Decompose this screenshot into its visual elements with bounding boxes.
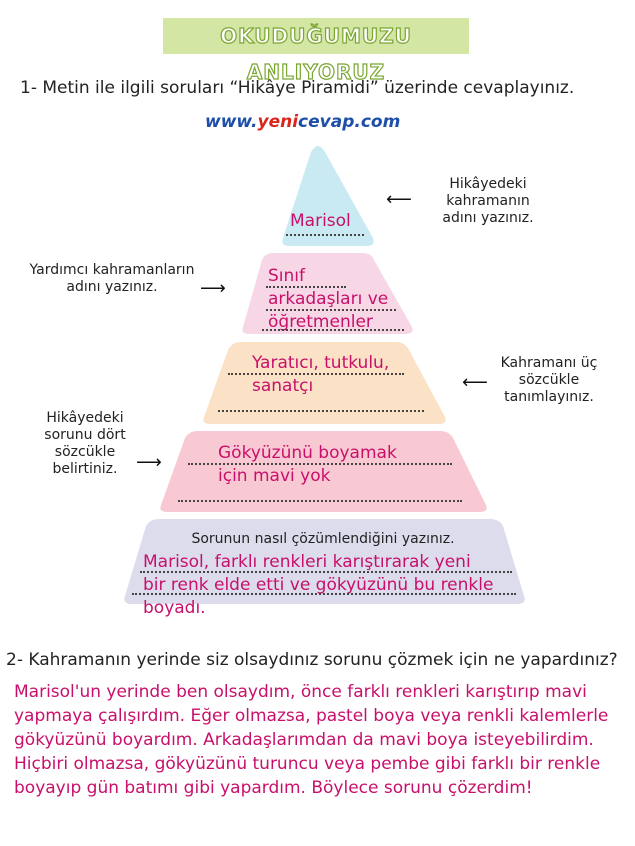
tier5-answer-line2: bir renk elde etti ve gökyüzünü bu renkle — [143, 575, 494, 595]
question-2-answer: Marisol'un yerinde ben olsaydım, önce farklı renkleri karıştırıp mavi yapmaya çalışırdım. Eğer olmazsa, pastel boya veya renkli kalemlerle gökyüzünü boyardım. Arkadaşlarımdan da mavi boya isteyebilirdim. Hiçbiri olmazsa, gökyüzünü turuncu veya pembe gibi farklı bir renkle boyayıp gün batımı gibi yapardım. Böylece sorunu çözerdim! — [14, 682, 609, 798]
tier4-answer-line2: için mavi yok — [218, 466, 331, 486]
tier5-line-1 — [140, 571, 512, 573]
tier2-line-3 — [262, 329, 404, 331]
tier2-answer-line3: öğretmenler — [268, 312, 373, 332]
question-2: 2- Kahramanın yerinde siz olsaydınız sorunu çözmek için ne yapardınız? — [6, 650, 618, 670]
watermark-part1: www. — [205, 112, 258, 132]
tier5-prompt: Sorunun nasıl çözümlendiğini yazınız. — [191, 531, 455, 547]
arrow-right-icon: ⟶ — [200, 278, 226, 299]
tier1-answer: Marisol — [290, 211, 351, 231]
tier2-answer-line2: arkadaşları ve — [268, 289, 389, 309]
question-1: 1- Metin ile ilgili soruları “Hikâye Piramidi” üzerinde cevaplayınız. — [20, 78, 575, 98]
tier3-answer-line1: Yaratıcı, tutkulu, — [252, 353, 390, 373]
tier4-answer-line1: Gökyüzünü boyamak — [218, 443, 397, 463]
watermark-part3: cevap.com — [298, 112, 401, 132]
tier5-answer-line1: Marisol, farklı renkleri karıştırarak yeni — [143, 552, 471, 572]
tier5-line-2 — [132, 593, 516, 595]
tier4-line-2 — [178, 500, 462, 502]
arrow-left-icon: ⟵ — [462, 372, 488, 393]
arrow-right-icon: ⟶ — [136, 452, 162, 473]
tier1-prompt: Hikâyedeki kahramanın adını yazınız. — [442, 176, 534, 226]
watermark-part2: yeni — [257, 112, 299, 132]
tier2-prompt: Yardımcı kahramanların adını yazınız. — [29, 262, 195, 295]
page-title: OKUDUĞUMUZU ANLIYORUZ — [220, 24, 412, 84]
tier4-prompt: Hikâyedeki sorunu dört sözcükle belirtiniz. — [44, 410, 126, 477]
tier3-prompt: Kahramanı üç sözcükle tanımlayınız. — [500, 355, 598, 405]
tier1-line — [286, 234, 364, 236]
tier3-line-2 — [218, 410, 424, 412]
tier2-answer-line1: Sınıf — [268, 266, 305, 286]
tier5-answer-line3: boyadı. — [143, 598, 206, 618]
arrow-left-icon: ⟵ — [386, 189, 412, 210]
tier3-answer-line2: sanatçı — [252, 376, 314, 396]
